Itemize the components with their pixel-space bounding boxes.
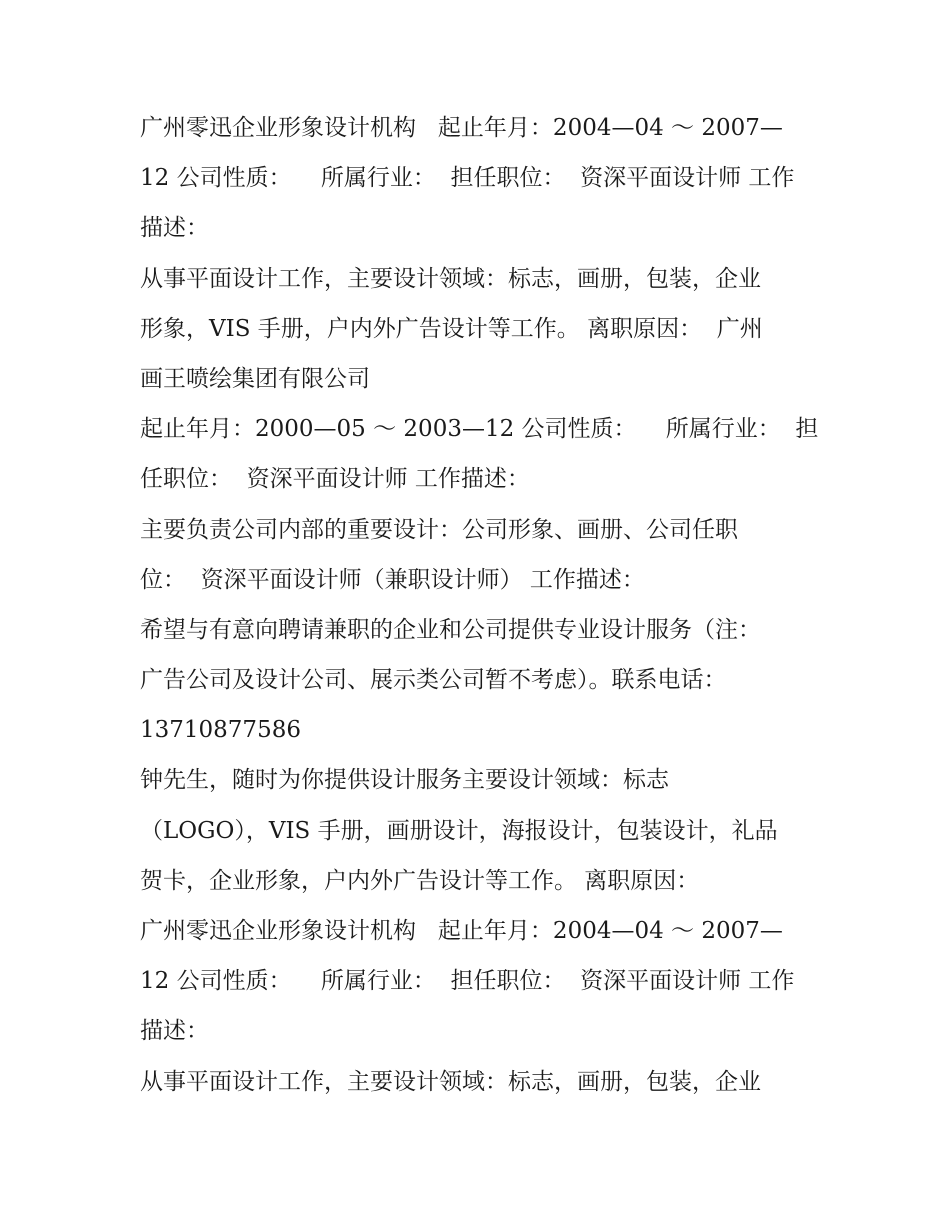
text-line: 画王喷绘集团有限公司 (140, 365, 370, 392)
phone-number-line: 13710877586 (140, 717, 301, 744)
text-line: 钟先生，随时为你提供设计服务主要设计领域：标志 (140, 767, 669, 794)
text-line: 形象，VIS 手册，户内外广告设计等工作。 离职原因： 广州 (140, 315, 763, 342)
text-line: 位： 资深平面设计师（兼职设计师） 工作描述： (140, 566, 645, 593)
text-line: 描述： (140, 1018, 209, 1045)
document-text-block (140, 103, 820, 1107)
text-line: （LOGO），VIS 手册，画册设计，海报设计，包装设计，礼品 (140, 817, 778, 844)
text-line: 贺卡，企业形象，户内外广告设计等工作。 离职原因： (140, 867, 700, 894)
text-line: 广告公司及设计公司、展示类公司暂不考虑）。联系电话： (140, 667, 727, 694)
text-line: 起止年月：2000—05 ～ 2003—12 公司性质： 所属行业： 担 (140, 416, 819, 443)
text-line: 任职位： 资深平面设计师 工作描述： (140, 466, 530, 493)
text-line: 从事平面设计工作，主要设计领域：标志，画册，包装，企业 (140, 1068, 761, 1095)
text-line: 广州零迅企业形象设计机构 起止年月：2004—04 ～ 2007— (140, 918, 783, 944)
text-line: 12 公司性质： 所属行业： 担任职位： 资深平面设计师 工作 (140, 165, 795, 192)
text-line: 主要负责公司内部的重要设计：公司形象、画册、公司任职 (140, 516, 738, 543)
text-line: 从事平面设计工作，主要设计领域：标志，画册，包装，企业 (140, 265, 761, 292)
text-line: 12 公司性质： 所属行业： 担任职位： 资深平面设计师 工作 (140, 968, 795, 995)
text-line: 描述： (140, 215, 209, 242)
text-line: 广州零迅企业形象设计机构 起止年月：2004—04 ～ 2007— (140, 115, 783, 141)
text-line: 希望与有意向聘请兼职的企业和公司提供专业设计服务（注： (140, 616, 761, 643)
